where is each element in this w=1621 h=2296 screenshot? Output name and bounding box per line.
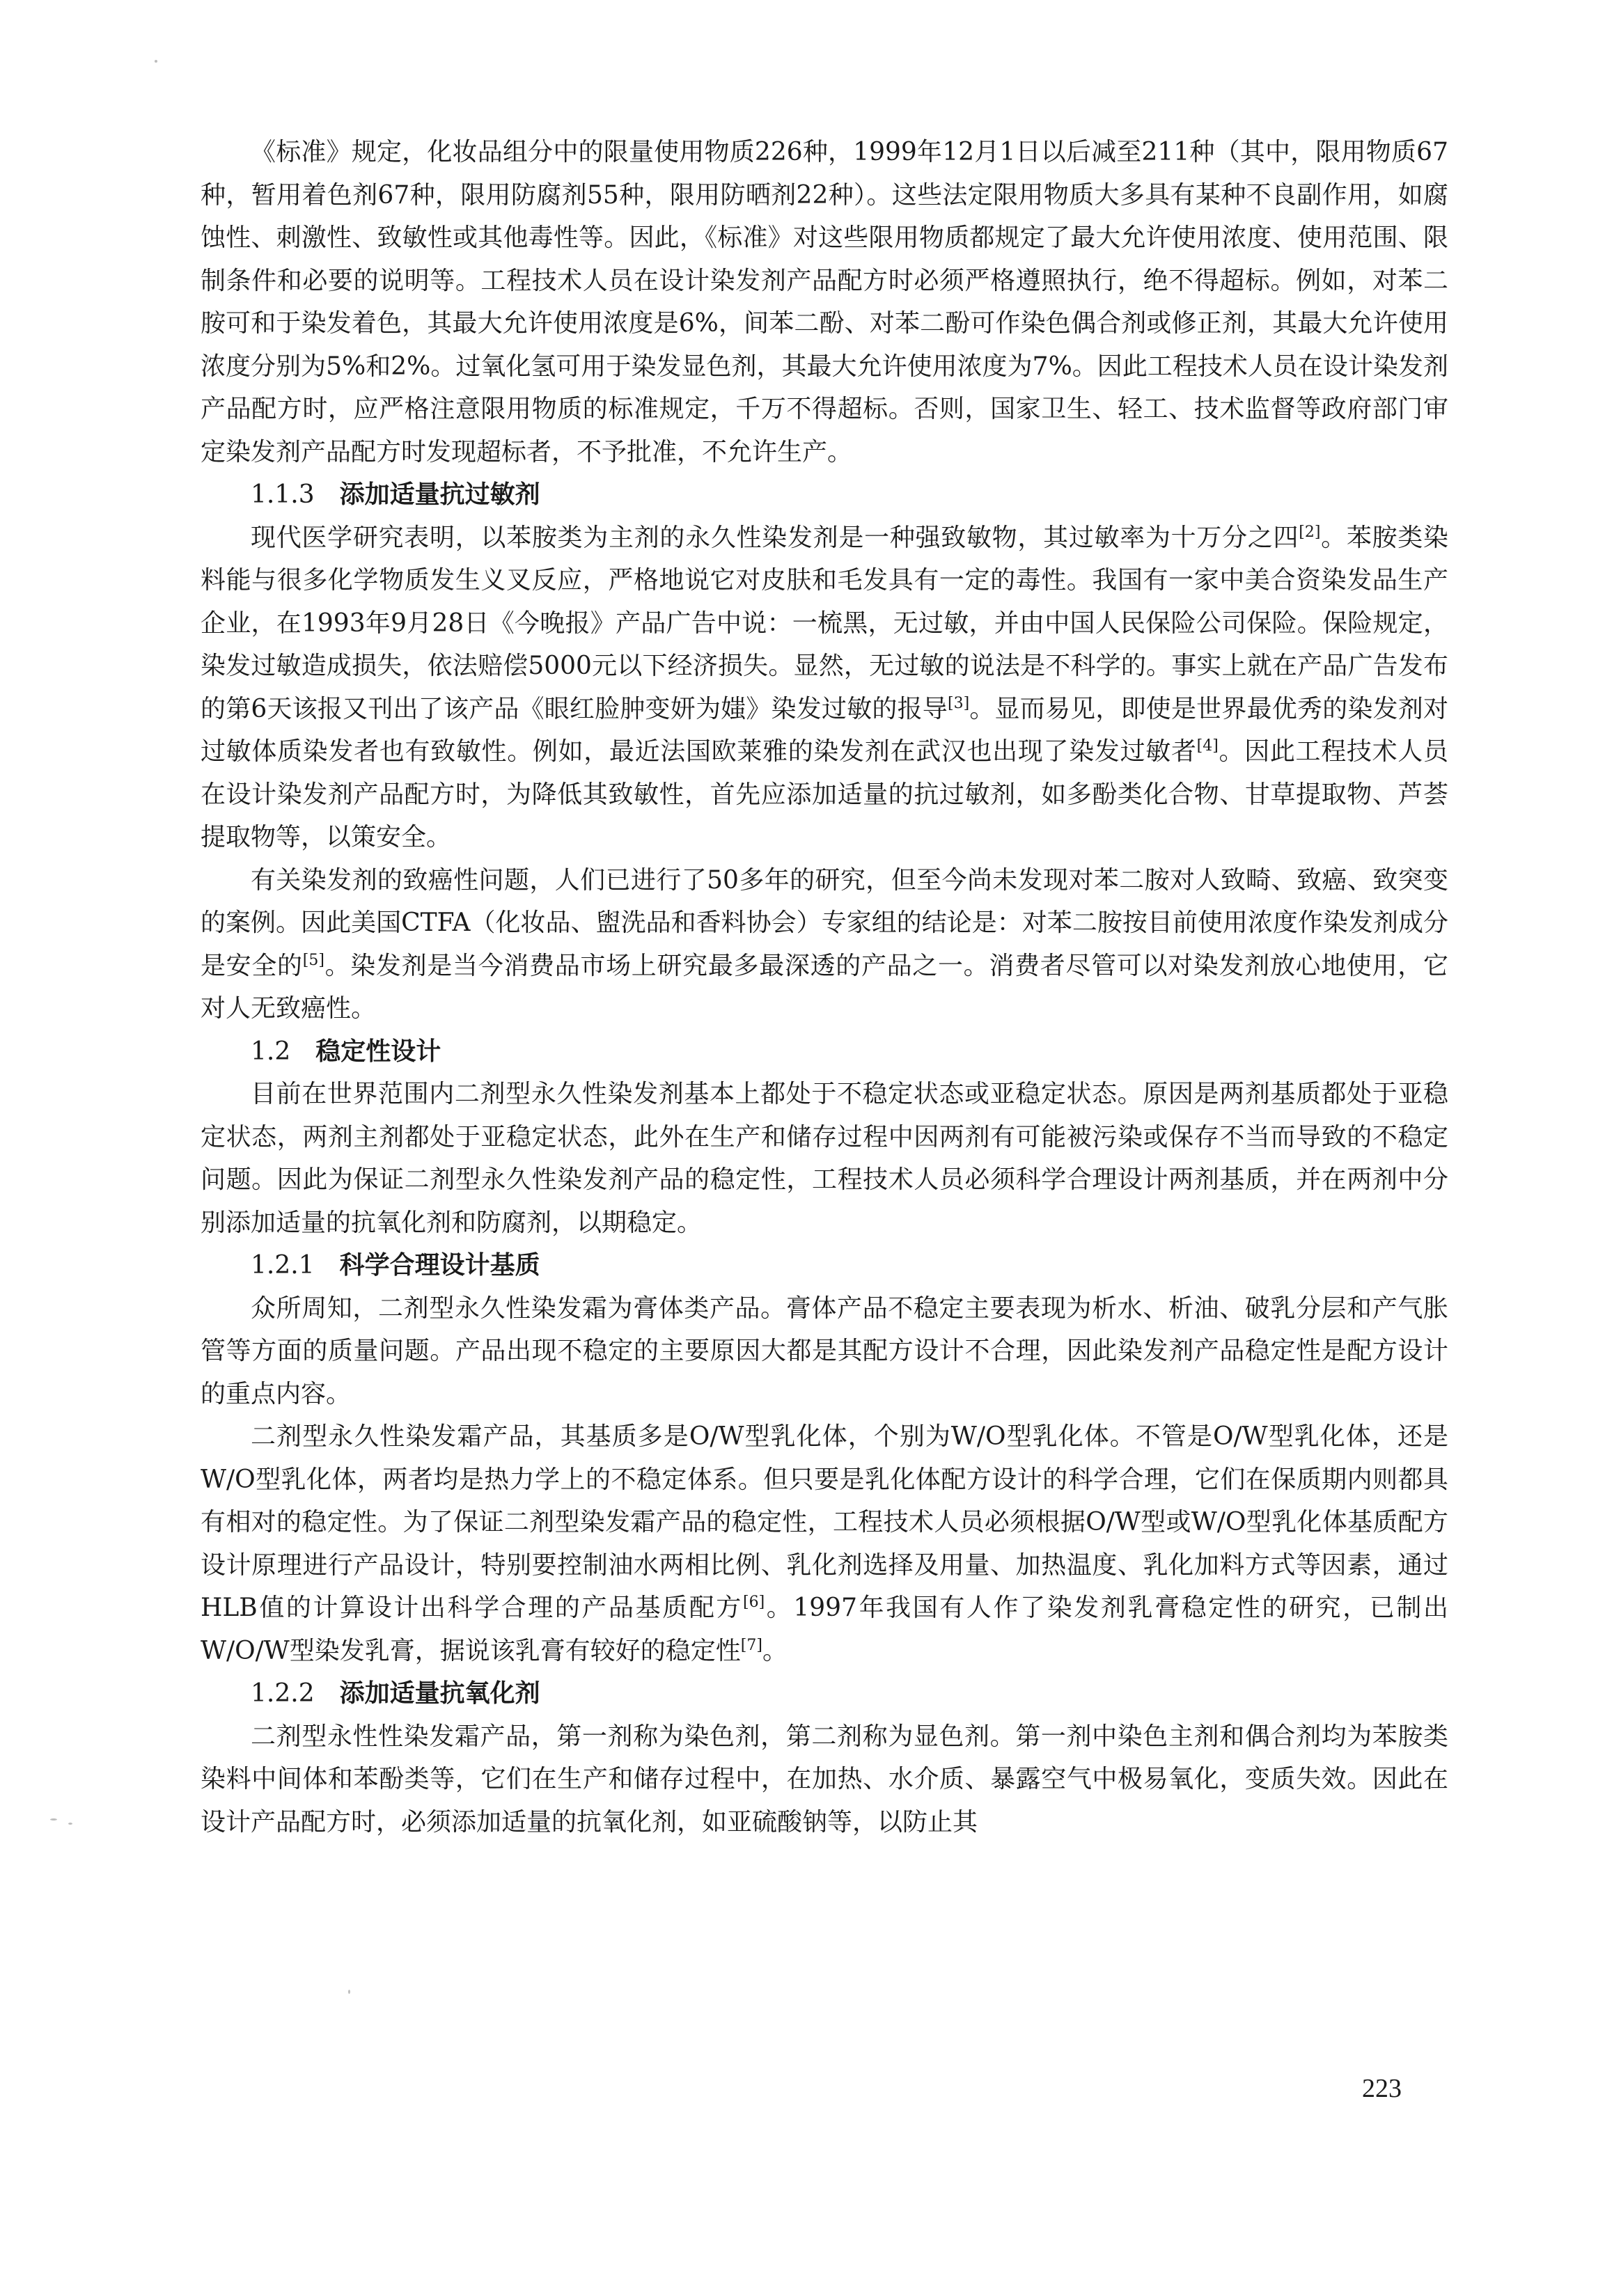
citation-7: [7] [740, 1636, 762, 1654]
heading-1-1-3 [201, 473, 1448, 517]
heading-title: 添加适量抗氧化剂 [339, 1679, 540, 1708]
heading-number: 1.1.3 [251, 480, 315, 509]
paragraph-cream-stability: 众所周知，二剂型永久性染发霜为膏体类产品。膏体产品不稳定主要表现为析水、析油、破乳分层和产气胀管等方面的质量问题。产品出现不稳定的主要原因大都是其配方设计不合理，因此染发剂产品稳定性是配方设计的重点内容。 [201, 1294, 1448, 1408]
heading-number: 1.2.2 [251, 1679, 315, 1708]
page-body [201, 131, 1448, 1843]
citation-3: [3] [947, 694, 970, 712]
citation-6: [6] [743, 1594, 765, 1611]
heading-1-2-1 [201, 1244, 1448, 1287]
paragraph-allergy: 现代医学研究表明，以苯胺类为主剂的永久性染发剂是一种强致敏物，其过敏率为十万分之四[2]。苯胺类染料能与很多化学物质发生义叉反应，严格地说它对皮肤和毛发具有一定的毒性。我国有一家中美合资染发品生产企业，在1993年9月28日《今晚报》产品广告中说：一梳黑，无过敏，并由中国人民保险公司保险。保险规定，染发过敏造成损失，依法赔偿5000元以下经济损失。显然，无过敏的说法是不科学的。事实上就在产品广告发布的第6天该报又刊出了该产品《眼红脸肿变妍为媸》染发过敏的报导[3]。显而易见，即使是世界最优秀的染发剂对过敏体质染发者也有致敏性。例如，最近法国欧莱雅的染发剂在武汉也出现了染发过敏者[4]。因此工程技术人员在设计染发剂产品配方时，为降低其致敏性，首先应添加适量的抗过敏剂，如多酚类化合物、甘草提取物、芦荟提取物等，以策安全。 [201, 523, 1448, 851]
scan-speck [348, 1990, 350, 1994]
citation-5: [5] [302, 951, 324, 969]
paragraph-emulsion: 二剂型永久性染发霜产品，其基质多是O/W型乳化体，个别为W/O型乳化体。不管是O/W型乳化体，还是W/O型乳化体，两者均是热力学上的不稳定体系。但只要是乳化体配方设计的科学合理，它们在保质期内则都具有相对的稳定性。为了保证二剂型染发霜产品的稳定性，工程技术人员必须根据O/W型或W/O型乳化体基质配方设计原理进行产品设计，特别要控制油水两相比例、乳化剂选择及用量、加热温度、乳化加料方式等因素，通过HLB值的计算设计出科学合理的产品基质配方[6]。1997年我国有人作了染发剂乳膏稳定性的研究，已制出W/O/W型染发乳膏，据说该乳膏有较好的稳定性[7]。 [201, 1422, 1448, 1665]
heading-1-2-2 [201, 1672, 1448, 1715]
paragraph-stability: 目前在世界范围内二剂型永久性染发剂基本上都处于不稳定状态或亚稳定状态。原因是两剂基质都处于亚稳定状态，两剂主剂都处于亚稳定状态，此外在生产和储存过程中因两剂有可能被污染或保存不当而导致的不稳定问题。因此为保证二剂型永久性染发剂产品的稳定性，工程技术人员必须科学合理设计两剂基质，并在两剂中分别添加适量的抗氧化剂和防腐剂，以期稳定。 [201, 1080, 1448, 1237]
heading-title: 添加适量抗过敏剂 [339, 480, 540, 509]
citation-4: [4] [1196, 737, 1219, 755]
paragraph-restricted-substances: 《标准》规定，化妆品组分中的限量使用物质226种，1999年12月1日以后减至211种（其中，限用物质67种，暂用着色剂67种，限用防腐剂55种，限用防晒剂22种）。这些法定限用物质大多具有某种不良副作用，如腐蚀性、刺激性、致敏性或其他毒性等。因此，《标准》对这些限用物质都规定了最大允许使用浓度、使用范围、限制条件和必要的说明等。工程技术人员在设计染发剂产品配方时必须严格遵照执行，绝不得超标。例如，对苯二胺可和于染发着色，其最大允许使用浓度是6%，间苯二酚、对苯二酚可作染色偶合剂或修正剂，其最大允许使用浓度分别为5%和2%。过氧化氢可用于染发显色剂，其最大允许使用浓度为7%。因此工程技术人员在设计染发剂产品配方时，应严格注意限用物质的标准规定，千万不得超标。否则，国家卫生、轻工、技术监督等政府部门审定染发剂产品配方时发现超标者，不予批准，不允许生产。 [201, 138, 1448, 466]
heading-title: 科学合理设计基质 [339, 1251, 540, 1280]
heading-number: 1.2.1 [251, 1251, 315, 1280]
heading-title: 稳定性设计 [315, 1037, 441, 1066]
scan-speck [68, 1823, 72, 1825]
page-number: 223 [1362, 2074, 1402, 2103]
scan-speck [50, 1818, 57, 1821]
heading-1-2 [201, 1030, 1448, 1074]
heading-number: 1.2 [251, 1037, 291, 1066]
scan-speck [155, 60, 157, 63]
citation-2: [2] [1299, 523, 1321, 541]
paragraph-antioxidant: 二剂型永性性染发霜产品，第一剂称为染色剂，第二剂称为显色剂。第一剂中染色主剂和偶合剂均为苯胺类染料中间体和苯酚类等，它们在生产和储存过程中，在加热、水介质、暴露空气中极易氧化，变质失效。因此在设计产品配方时，必须添加适量的抗氧化剂，如亚硫酸钠等，以防止其 [201, 1722, 1448, 1837]
paragraph-carcinogenicity: 有关染发剂的致癌性问题，人们已进行了50多年的研究，但至今尚未发现对苯二胺对人致畸、致癌、致突变的案例。因此美国CTFA（化妆品、盥洗品和香料协会）专家组的结论是：对苯二胺按目前使用浓度作染发剂成分是安全的[5]。染发剂是当今消费品市场上研究最多最深透的产品之一。消费者尽管可以对染发剂放心地使用，它对人无致癌性。 [201, 865, 1448, 1023]
